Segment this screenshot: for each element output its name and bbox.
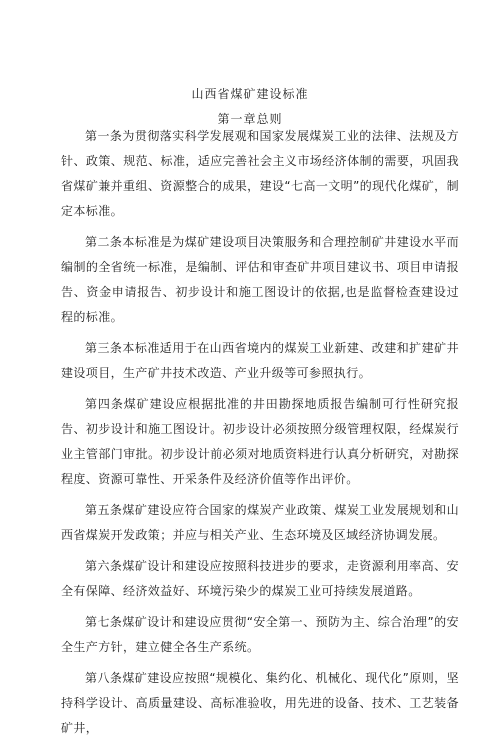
document-body: [61, 124, 459, 747]
article-8-paragraph: 第八条煤矿建设应按照“规模化、集约化、机械化、现代化”原则，坚持科学设计、高质量建设、高标准验收，用先进的设备、技术、工艺装备矿井，: [61, 671, 459, 735]
article-2-paragraph: 第二条本标准是为煤矿建设项目决策服务和合理控制矿井建设水平而编制的全省统一标准，是编制、评估和审查矿井项目建议书、项目申请报告、资金申请报告、初步设计和施工图设计的依据,也是监督检查建设过程的标准。: [61, 235, 459, 324]
article-5-paragraph: 第五条煤矿建设应符合国家的煤炭产业政策、煤炭工业发展规划和山西省煤炭开发政策；并应与相关产业、生态环境及区域经济协调发展。: [61, 503, 459, 542]
article-3-paragraph: 第三条本标准适用于在山西省境内的煤炭工业新建、改建和扩建矿井建设项目，生产矿井技术改造、产业升级等可参照执行。: [61, 341, 459, 380]
chapter-heading: 第一章总则: [217, 112, 283, 126]
article-4-paragraph: 第四条煤矿建设应根据批准的井田勘探地质报告编制可行性研究报告、初步设计和施工图设计。初步设计必须按照分级管理权限，经煤炭行业主管部门审批。初步设计前必须对地质资料进行认真分析研究，对勘探程度、资源可靠性、开采条件及经济价值等作出评价。: [61, 397, 459, 486]
document-title: 山西省煤矿建设标准: [191, 87, 309, 101]
article-1-paragraph: 第一条为贯彻落实科学发展观和国家发展煤炭工业的法律、法规及方针、政策、规范、标准，适应完善社会主义市场经济体制的需要，巩固我省煤矿兼并重组、资源整合的成果，建设“七高一文明”的现代化煤矿，制定本标准。: [61, 129, 459, 218]
article-6-paragraph: 第六条煤矿设计和建设应按照科技进步的要求，走资源利用率高、安全有保障、经济效益好、环境污染少的煤炭工业可持续发展道路。: [61, 559, 459, 598]
article-7-paragraph: 第七条煤矿设计和建设应贯彻“安全第一、预防为主、综合治理”的安全生产方针，建立健全各生产系统。: [61, 615, 459, 654]
